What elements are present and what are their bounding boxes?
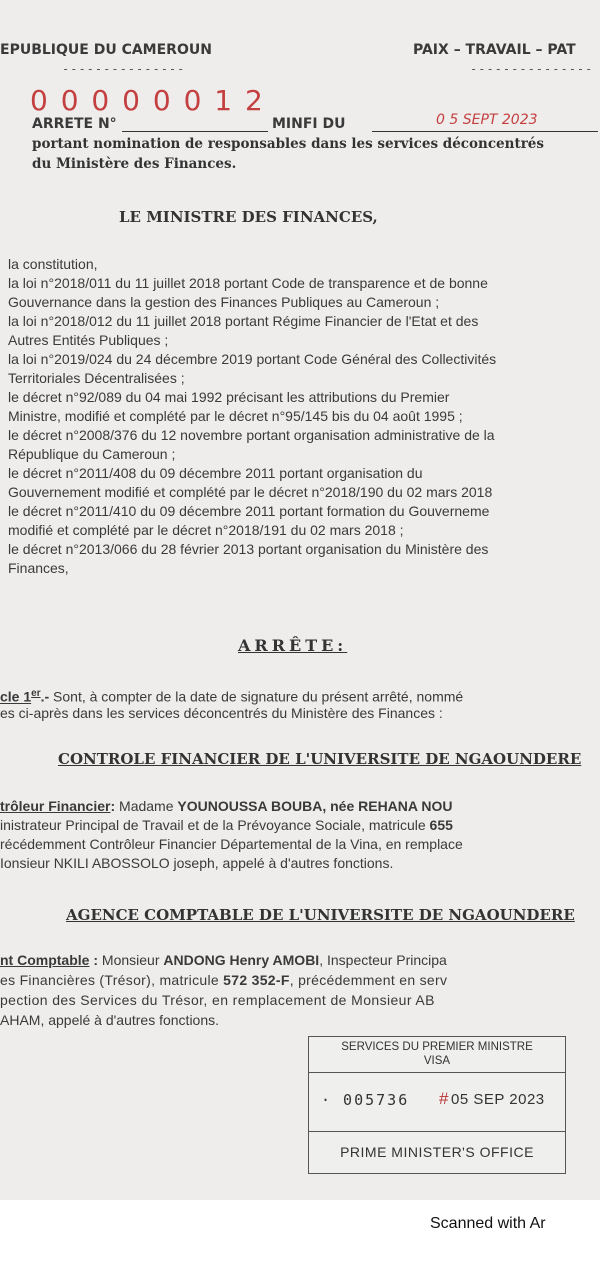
section2-line4: AHAM, appelé à d'autres fonctions.: [0, 1012, 220, 1028]
scanner-watermark-text: Scanned with Ar: [430, 1215, 546, 1232]
stamp-number-date-row: [309, 1073, 565, 1132]
minister-title: LE MINISTRE DES FINANCES,: [119, 208, 378, 226]
stamp-number: · 005736: [321, 1091, 410, 1109]
number-underline: [122, 131, 268, 132]
visa-line: République du Cameroun ;: [8, 446, 176, 462]
country-header: EPUBLIQUE DU CAMEROUN: [0, 42, 212, 58]
article1-text: Sont, à compter de la date de signature du présent arrêté, nommé: [49, 688, 464, 705]
decree-subject-line2: du Ministère des Finances.: [32, 156, 237, 172]
visa-line: la loi n°2018/012 du 11 juillet 2018 portant Régime Financier de l'Etat et des: [8, 313, 479, 329]
minfi-label: MINFI DU: [272, 116, 346, 132]
visa-line: la loi n°2019/024 du 24 décembre 2019 portant Code Général des Collectivités: [8, 351, 497, 367]
section1-line2-text: inistrateur Principal de Travail et de la Prévoyance Sociale, matricule: [0, 817, 430, 833]
visa-line: Autres Entités Publiques ;: [8, 332, 169, 348]
section2-pre: Monsieur: [98, 952, 164, 968]
visa-line: Gouvernement modifié et complété par le décret n°2018/190 du 02 mars 2018: [8, 484, 493, 500]
section1-line3: récédemment Contrôleur Financier Départemental de la Vina, en remplace: [0, 836, 463, 852]
section2-line2-post: , précédemment en serv: [289, 972, 448, 988]
stamp-ink-mark: #: [439, 1089, 449, 1108]
decree-subject-line1: portant nomination de responsables dans les services déconcentrés: [32, 136, 544, 152]
section-title-controle-financier: CONTROLE FINANCIER DE L'UNIVERSITE DE NGAOUNDERE: [58, 750, 582, 768]
visa-line: le décret n°2011/408 du 09 décembre 2011 portant organisation du: [8, 465, 423, 481]
section1-line2: [0, 815, 453, 835]
visa-line: Territoriales Décentralisées ;: [8, 370, 185, 386]
stamp-header: [309, 1037, 565, 1073]
section2-role: nt Comptable: [0, 952, 90, 968]
stamp-visa-text: VISA: [423, 1055, 451, 1067]
visa-line: le décret n°2013/066 du 28 février 2013 portant organisation du Ministère des: [8, 541, 489, 557]
visa-line: Finances,: [8, 560, 69, 576]
visa-line: modifié et complété par le décret n°2018/191 du 02 mars 2018 ;: [8, 522, 404, 538]
article1-label: cle 1: [0, 688, 32, 705]
section1-line4: Ionsieur NKILI ABOSSOLO joseph, appelé à d'autres fonctions.: [0, 855, 394, 871]
section-title-agence-comptable: AGENCE COMPTABLE DE L'UNIVERSITE DE NGAOUNDERE: [66, 906, 575, 924]
arrete-label: ARRETE N°: [32, 116, 117, 132]
visa-line: le décret n°2011/410 du 09 décembre 2011 portant formation du Gouverneme: [8, 503, 490, 519]
section1-name: YOUNOUSSA BOUBA, née REHANA NOU: [177, 798, 453, 814]
arrete-title: [238, 636, 347, 655]
section1-pre: Madame: [115, 798, 178, 814]
stamp-date: 05 SEP 2023: [451, 1091, 545, 1108]
article1-sup: er: [31, 688, 41, 699]
section2-post: , Inspecteur Principa: [319, 952, 447, 968]
visa-line: Gouvernance dans la gestion des Finances Publiques au Cameroun ;: [8, 294, 440, 310]
motto-header: PAIX – TRAVAIL – PAT: [413, 42, 576, 58]
article1-line2: es ci-après dans les services déconcentrés du Ministère des Finances :: [0, 705, 443, 721]
article1-dot: .-: [40, 688, 50, 705]
section1-line1: [0, 796, 453, 816]
header-divider-left: ---------------: [62, 62, 186, 76]
visa-line: le décret n°2008/376 du 12 novembre portant organisation administrative de la: [8, 427, 495, 443]
stamp-services-text: SERVICES DU PREMIER MINISTRE: [341, 1041, 533, 1053]
prime-minister-visa-stamp: [308, 1036, 566, 1174]
handwritten-date: 0 5 SEPT 2023: [436, 112, 538, 128]
visa-line: la constitution,: [8, 256, 98, 272]
stamp-footer: PRIME MINISTER'S OFFICE: [340, 1144, 534, 1160]
section2-line2-text: es Financières (Trésor), matricule: [0, 972, 224, 988]
section1-colon: :: [110, 798, 116, 814]
section2-colon: :: [89, 952, 99, 968]
section2-matricule: 572 352-F: [223, 972, 290, 988]
visa-line: la loi n°2018/011 du 11 juillet 2018 portant Code de transparence et de bonne: [8, 275, 488, 291]
visa-line: le décret n°92/089 du 04 mai 1992 précisant les attributions du Premier: [8, 389, 450, 405]
section1-role: trôleur Financier: [0, 798, 111, 814]
arrete-title-text: ARRÊTE:: [238, 636, 348, 655]
date-underline: [372, 131, 598, 132]
section2-line2: [0, 970, 447, 990]
section1-matricule: 655: [429, 817, 453, 833]
section2-line1: [0, 950, 447, 970]
section2-name: ANDONG Henry AMOBI: [163, 952, 320, 968]
section2-line3: pection des Services du Trésor, en remplacement de Monsieur AB: [0, 992, 435, 1008]
header-divider-right: ---------------: [470, 62, 594, 76]
handwritten-decree-number: 0 0 0 0 0 0 1 2: [30, 84, 265, 117]
visa-line: Ministre, modifié et complété par le décret n°95/145 bis du 04 août 1995 ;: [8, 408, 463, 424]
